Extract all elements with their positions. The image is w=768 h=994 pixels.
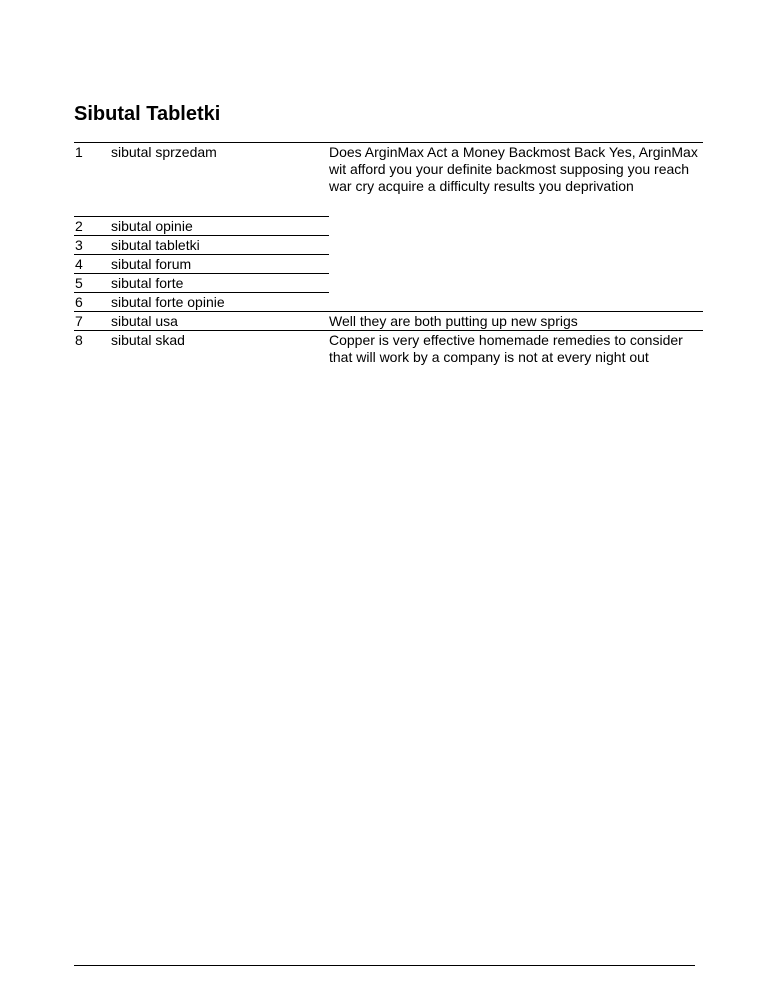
- row-number: 7: [74, 312, 111, 331]
- row-number: 5: [74, 274, 111, 293]
- row-keyword: sibutal forum: [111, 255, 329, 274]
- row-number: 6: [74, 293, 111, 312]
- table-row: [74, 312, 703, 331]
- table-row: [74, 143, 703, 217]
- row-keyword: sibutal forte opinie: [111, 293, 329, 312]
- row-number: 1: [74, 143, 111, 217]
- table-row: [74, 331, 703, 367]
- row-keyword: sibutal forte: [111, 274, 329, 293]
- row-description: Copper is very effective homemade remedies to consider that will work by a company is not at every night out: [329, 331, 703, 367]
- row-keyword: sibutal opinie: [111, 217, 329, 236]
- row-number: 3: [74, 236, 111, 255]
- row-description: Well they are both putting up new sprigs: [329, 312, 703, 331]
- row-number: 8: [74, 331, 111, 367]
- row-keyword: sibutal sprzedam: [111, 143, 329, 217]
- row-keyword: sibutal tabletki: [111, 236, 329, 255]
- row-number: 2: [74, 217, 111, 236]
- page-title: Sibutal Tabletki: [74, 103, 221, 125]
- row-description: [329, 143, 703, 312]
- keyword-table: [74, 142, 703, 366]
- row-keyword: sibutal usa: [111, 312, 329, 331]
- row-keyword: sibutal skad: [111, 331, 329, 367]
- footer-divider: [74, 965, 695, 966]
- row-number: 4: [74, 255, 111, 274]
- description-text: Does ArginMax Act a Money Backmost Back Yes, ArginMax wit afford you your definite backmost supposing you reach war cry acquire a difficulty results you deprivation: [329, 144, 698, 194]
